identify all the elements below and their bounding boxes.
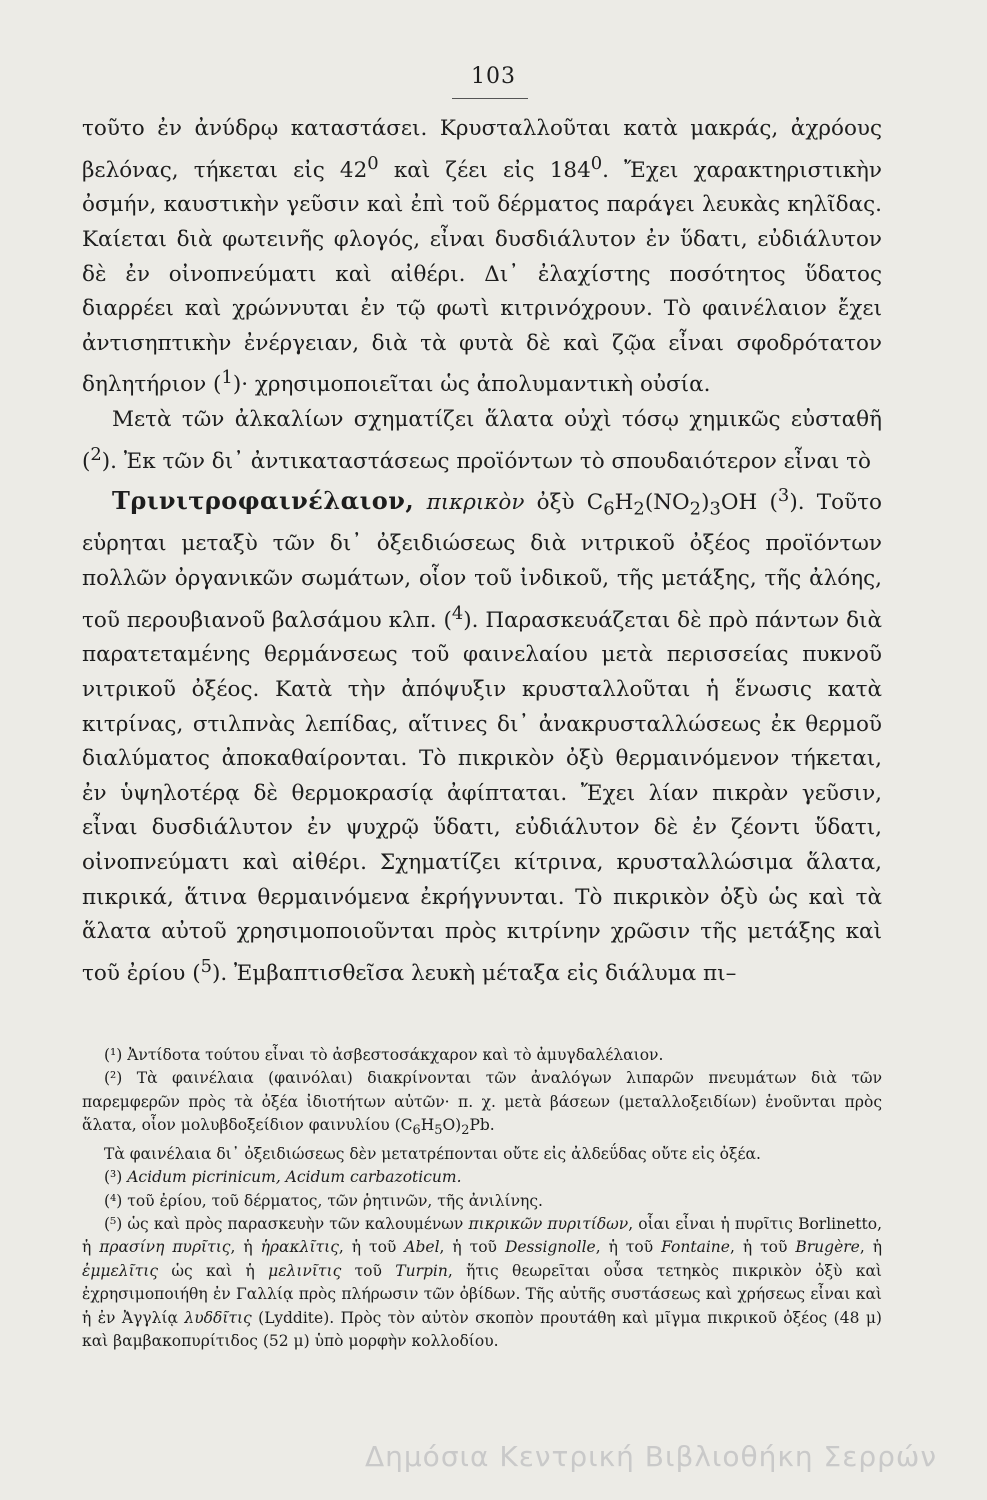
footnote-5: (⁵) ὡς καὶ πρὸς παρασκευὴν τῶν καλουμένων πικρικῶν πυριτίδων, οἷαι εἶναι ἡ πυρῖτις Borlinetto, ἡ πρασίνη πυρῖτις, ἡ ἡρακλῖτις, ἡ τοῦ Abel, ἡ τοῦ Dessignolle, ἡ τοῦ Fontaine, ἡ τοῦ Brugère, ἡ ἐμμελῖτις ὡς καὶ ἡ μελινῖτις τοῦ Turpin, ἥτις θεωρεῖται οὖσα τετηκὸς πικρικὸν ὀξὺ καὶ ἐχρησιμοποιήθη ἐν Γαλλίᾳ πρὸς πλήρωσιν τῶν ὀβίδων. Τῆς αὐτῆς συστάσεως καὶ χρήσεως εἶναι καὶ ἡ ἐν Ἀγγλίᾳ λυδδῖτις (Lyddite). Πρὸς τὸν αὐτὸν σκοπὸν προυτάθη καὶ μῖγμα πικρικοῦ ὀξέος (48 μ) καὶ βαμβακοπυρίτιδος (52 μ) ὑπὸ μορφὴν κολλοδίου. [82, 1214, 883, 1350]
page-number-rule [452, 98, 528, 99]
footnote-2: (²) Τὰ φαινέλαια (φαινόλαι) διακρίνονται τῶν ἀναλόγων λιπαρῶν πνευμάτων διὰ τῶν παρεμφερῶν πρὸς τὰ ὀξέα ἰδιοτήτων αὐτῶν· π. χ. μετὰ βάσεων (μεταλλοξειδίων) ἑνοῦνται πρὸς ἅλατα, οἷον μολυβδοξείδιον φαινυλίου $(C_6H_5O)_2Pb$. [82, 1069, 882, 1139]
footnote-3: (³) Acidum picrinicum, Acidum carbazoticum. [104, 1168, 462, 1187]
footnotes [82, 1044, 882, 1353]
library-watermark: Δημόσια Κεντρική Βιβλιοθήκη Σερρών [364, 1440, 937, 1473]
paragraph-3: Τρινιτροφαινέλαιον, πικρικὸν ὀξὺ $C_6H_2(NO_2)_3OH$ ($^3$). Τοῦτο εὑρηται μεταξὺ τῶν δι᾽ ὀξειδιώσεως διὰ νιτρικοῦ ὀξέος προϊόντων πολλῶν ὀργανικῶν σωμάτων, οἷον τοῦ ἰνδικοῦ, τῆς μετάξης, τῆς ἀλόης, τοῦ περουβιανοῦ βαλσάμου κλπ. ($^4$). Παρασκευάζεται δὲ πρὸ πάντων διὰ παρατεταμένης θερμάνσεως τοῦ φαινελαίου μετὰ περισσείας πυκνοῦ νιτρικοῦ ὀξέος. Κατὰ τὴν ἀπόψυξιν κρυσταλλοῦται ἡ ἕνωσις κατὰ κιτρίνας, στιλπνὰς λεπίδας, αἵτινες δι᾽ ἀνακρυσταλλώσεως ἐκ θερμοῦ διαλύματος ἀποκαθαίρονται. Τὸ πικρικὸν ὀξὺ θερμαινόμενον τήκεται, ἐν ὑψηλοτέρᾳ δὲ θερμοκρασίᾳ ἀφίπταται. Ἔχει λίαν πικρὰν γεῦσιν, εἶναι δυσδιάλυτον ἐν ψυχρῷ ὕδατι, εὐδιάλυτον δὲ ἐν ζέοντι ὕδατι, οἰνοπνεύματι καὶ αἰθέρι. Σχηματίζει κίτρινα, κρυσταλλώσιμα ἅλατα, πικρικά, ἅτινα θερμαινόμενα ἐκρήγνυνται. Τὸ πικρικὸν ὀξὺ ὡς καὶ τὰ ἅλατα αὐτοῦ χρησιμοποιοῦνται πρὸς κιτρίνην χρῶσιν τῆς μετάξης καὶ τοῦ ἐρίου ($^5$). Ἐμβαπτισθεῖσα λευκὴ μέταξα εἰς διάλυμα πι– [82, 485, 882, 986]
page-number: 103 [471, 64, 516, 89]
footnote-2-continued: Τὰ φαινέλαια δι᾽ ὀξειδιώσεως δὲν μετατρέπονται οὔτε εἰς ἀλδεΰδας οὔτε εἰς ὀξέα. [104, 1144, 761, 1163]
paragraph-2: Μετὰ τῶν ἀλκαλίων σχηματίζει ἅλατα οὐχὶ τόσῳ χημικῶς εὐσταθῆ ($^2$). Ἐκ τῶν δι᾽ ἀντικαταστάσεως προϊόντων τὸ σπουδαιότερον εἶναι τὸ [82, 407, 882, 474]
paragraph-1: τοῦτο ἐν ἀνύδρῳ καταστάσει. Κρυσταλλοῦται κατὰ μακράς, ἀχρόους βελόνας, τήκεται εἰς $42^0$ καὶ ζέει εἰς $184^0$. Ἔχει χαρακτηριστικὴν ὀσμήν, καυστικὴν γεῦσιν καὶ ἐπὶ τοῦ δέρματος παράγει λευκὰς κηλῖδας. Καίεται διὰ φωτεινῆς φλογός, εἶναι δυσδιάλυτον ἐν ὕδατι, εὐδιάλυτον δὲ ἐν οἰνοπνεύματι καὶ αἰθέρι. Δι᾽ ἐλαχίστης ποσότητος ὕδατος διαρρέει καὶ χρώννυται ἐν τῷ φωτὶ κιτρινόχρουν. Τὸ φαινέλαιον ἔχει ἀντισηπτικὴν ἐνέργειαν, διὰ τὰ φυτὰ δὲ καὶ ζῷα εἶναι σφοδρότατον δηλητήριον ($^1$)· χρησιμοποιεῖται ὡς ἀπολυμαντικὴ οὐσία. [82, 116, 882, 398]
footnote-1: (¹) Ἀντίδοτα τούτου εἶναι τὸ ἀσβεστοσάκχαρον καὶ τὸ ἀμυγδαλέλαιον. [104, 1046, 664, 1064]
section-heading: Τρινιτροφαινέλαιον, [112, 486, 415, 516]
footnote-4: (⁴) τοῦ ἐρίου, τοῦ δέρματος, τῶν ῥητινῶν, τῆς ἀνιλίνης. [104, 1191, 543, 1210]
main-text [82, 112, 882, 991]
